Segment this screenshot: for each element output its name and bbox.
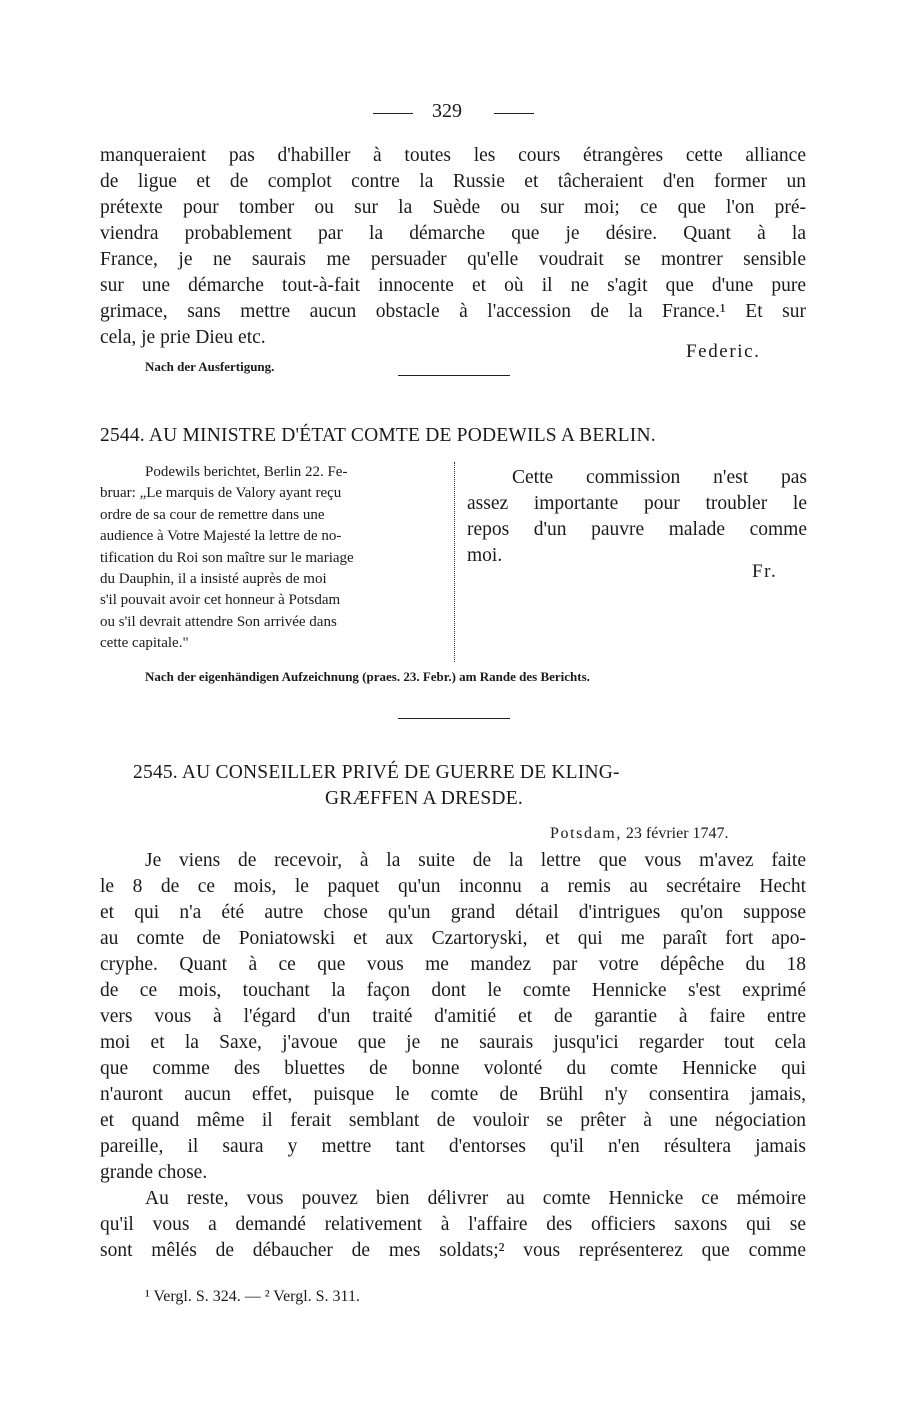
- text-line: au comte de Poniatowski et aux Czartoryski, et qui me paraît fort apo-: [100, 928, 806, 949]
- dateline: [550, 825, 729, 843]
- text-line: qu'il vous a demandé relativement à l'affaire des officiers saxons qui se: [100, 1214, 806, 1235]
- text-line: France, je ne saurais me persuader qu'elle voudrait se montrer sensible: [100, 249, 806, 270]
- section-divider: [398, 718, 510, 719]
- section-divider: [398, 375, 510, 376]
- text-line: de ligue et de complot contre la Russie et tâcheraient d'en former un: [100, 171, 806, 192]
- place: Potsdam,: [550, 825, 622, 842]
- text-line: le 8 de ce mois, le paquet qu'un inconnu a remis au secrétaire Hecht: [100, 876, 806, 897]
- report-line: s'il pouvait avoir cet honneur à Potsdam: [100, 592, 341, 609]
- page-number: 329: [432, 100, 462, 122]
- date: 23 février 1747.: [625, 825, 729, 842]
- text-line: sont mêlés de débaucher de mes soldats;² vous représenterez que comme: [100, 1240, 806, 1261]
- text-line: que comme des bluettes de bonne volonté du comte Hennicke qui: [100, 1058, 806, 1079]
- report-column: [100, 462, 440, 655]
- letter-2545-heading: 2545. AU CONSEILLER PRIVÉ DE GUERRE DE KLING-: [133, 762, 620, 783]
- letter-2545-heading-cont: GRÆFFEN A DRESDE.: [325, 788, 523, 809]
- report-line: audience à Votre Majesté la lettre de no-: [100, 528, 342, 545]
- text-line: pareille, il saura y mettre tant d'entorses qu'il n'en résultera jamais: [100, 1136, 806, 1157]
- source-note: Nach der Ausfertigung.: [145, 359, 275, 374]
- report-line: tification du Roi son maître sur le mariage: [100, 549, 354, 566]
- report-line: ou s'il devrait attendre Son arrivée dans: [100, 613, 337, 630]
- text-line: vers vous à l'égard d'un traité d'amitié et de garantie à faire entre: [100, 1006, 806, 1027]
- reply-line: Cette commission n'est pas: [512, 467, 807, 488]
- text-line: cryphe. Quant à ce que vous me mandez par votre dépêche du 18: [100, 954, 806, 975]
- footnotes: ¹ Vergl. S. 324. — ² Vergl. S. 311.: [145, 1288, 360, 1305]
- reply-line: moi.: [467, 545, 503, 566]
- report-line: du Dauphin, il a insisté auprès de moi: [100, 571, 327, 588]
- page-number-rule-right: [494, 113, 534, 114]
- column-separator: [454, 462, 455, 662]
- text-line: de ce mois, touchant la façon dont le comte Hennicke s'est exprimé: [100, 980, 806, 1001]
- page-number-rule-left: [373, 113, 413, 114]
- text-line: et qui n'a été autre chose qu'un grand détail d'intrigues qu'on suppose: [100, 902, 806, 923]
- text-line: moi et la Saxe, j'avoue que je ne saurais jusqu'ici regarder tout cela: [100, 1032, 806, 1053]
- text-line: viendra probablement par la démarche que je désire. Quant à la: [100, 223, 806, 244]
- source-note: Nach der eigenhändigen Aufzeichnung (praes. 23. Febr.) am Rande des Berichts.: [145, 669, 590, 684]
- text-line: Je viens de recevoir, à la suite de la lettre que vous m'avez faite: [145, 850, 806, 871]
- text-line: Au reste, vous pouvez bien délivrer au comte Hennicke ce mémoire: [145, 1188, 806, 1209]
- signature-fr: Fr.: [752, 561, 778, 582]
- report-line: cette capitale.": [100, 635, 189, 652]
- signature-federic: Federic.: [686, 341, 761, 362]
- reply-line: repos d'un pauvre malade comme: [467, 519, 807, 540]
- report-line: Podewils berichtet, Berlin 22. Fe-: [145, 464, 348, 480]
- text-line: sur une démarche tout-à-fait innocente et où il ne s'agit que d'une pure: [100, 275, 806, 296]
- text-line: grimace, sans mettre aucun obstacle à l'accession de la France.¹ Et sur: [100, 301, 806, 322]
- text-line: prétexte pour tomber ou sur la Suède ou sur moi; ce que l'on pré-: [100, 197, 806, 218]
- text-line: et quand même il ferait semblant de vouloir se prêter à une négociation: [100, 1110, 806, 1131]
- text-line: grande chose.: [100, 1162, 208, 1183]
- text-line: cela, je prie Dieu etc.: [100, 327, 266, 348]
- report-line: bruar: „Le marquis de Valory ayant reçu: [100, 485, 342, 502]
- text-line: n'auront aucun effet, puisque le comte de Brühl n'y consentira jamais,: [100, 1084, 806, 1105]
- reply-line: assez importante pour troubler le: [467, 493, 807, 514]
- letter-2544-heading: 2544. AU MINISTRE D'ÉTAT COMTE DE PODEWILS A BERLIN.: [100, 425, 656, 446]
- text-line: manqueraient pas d'habiller à toutes les cours étrangères cette alliance: [100, 145, 806, 166]
- report-line: ordre de sa cour de remettre dans une: [100, 506, 325, 523]
